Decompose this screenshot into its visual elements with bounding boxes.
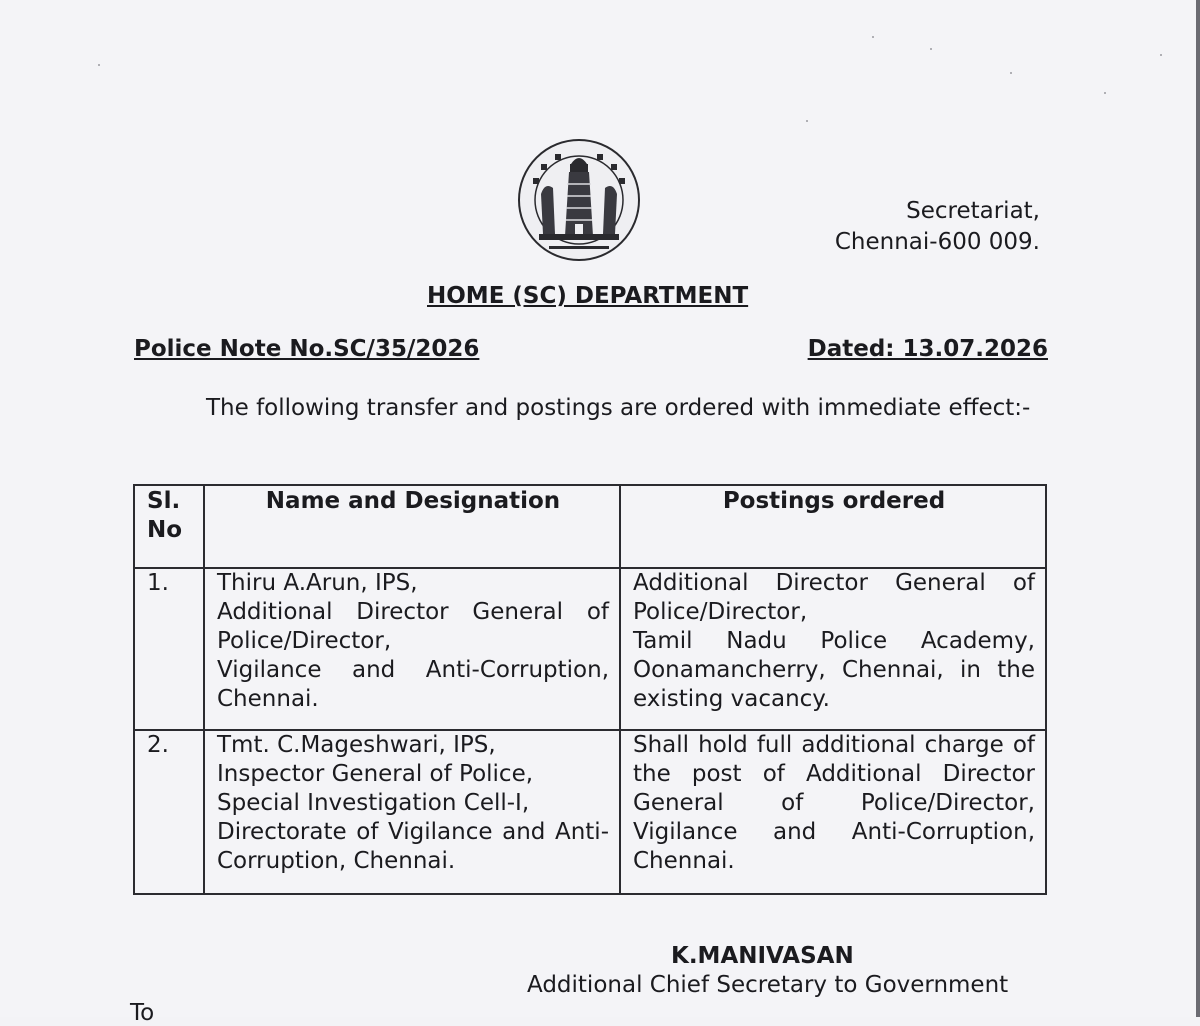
- scan-speck: [1104, 92, 1106, 94]
- scan-speck: [930, 48, 932, 50]
- note-date: Dated: 13.07.2026: [807, 336, 1048, 362]
- officer-details: [204, 730, 620, 894]
- row-number: 2.: [134, 730, 204, 894]
- office-name: Secretariat,: [906, 198, 1040, 224]
- row-number: 1.: [134, 568, 204, 730]
- scan-speck: [806, 120, 808, 122]
- officer-name: Tmt. C.Mageshwari, IPS,: [217, 732, 496, 758]
- to-label: To: [130, 1000, 155, 1026]
- intro-paragraph: The following transfer and postings are ordered with immediate effect:-: [206, 395, 1031, 421]
- table-row: [134, 568, 1046, 730]
- officer-name: Thiru A.Arun, IPS,: [217, 570, 418, 596]
- posting-post: Additional Director General of Police/Director,: [633, 570, 1035, 625]
- signatory-name: K.MANIVASAN: [671, 943, 854, 969]
- officer-designation-unit: Directorate of Vigilance and Anti-Corruption, Chennai.: [217, 819, 609, 874]
- officer-designation: Inspector General of Police,: [217, 761, 534, 787]
- scan-edge: [1196, 0, 1200, 1017]
- postings-table: [133, 484, 1047, 895]
- posting-details: [620, 568, 1046, 730]
- officer-designation-cell: Special Investigation Cell-I,: [217, 790, 530, 816]
- scan-speck: [1010, 72, 1012, 74]
- table-header-row: [134, 485, 1046, 568]
- header-name-designation: Name and Designation: [204, 485, 620, 568]
- officer-details: [204, 568, 620, 730]
- table-row: [134, 730, 1046, 894]
- officer-designation: Additional Director General of Police/Director,: [217, 599, 609, 654]
- scan-speck: [872, 36, 874, 38]
- department-title: HOME (SC) DEPARTMENT: [427, 283, 749, 309]
- posting-place: Tamil Nadu Police Academy, Oonamancherry, Chennai, in the existing vacancy.: [633, 628, 1035, 712]
- posting-details: [620, 730, 1046, 894]
- scan-speck: [1160, 54, 1162, 56]
- police-note-number: Police Note No.SC/35/2026: [134, 336, 480, 362]
- scan-speck: [98, 64, 100, 66]
- header-sl-no: Sl. No: [134, 485, 204, 568]
- signatory-designation: Additional Chief Secretary to Government: [527, 972, 1009, 998]
- posting-post: Shall hold full additional charge of the post of Additional Director General of Police/Director, Vigilance and Anti-Corruption, Chennai.: [633, 732, 1035, 874]
- officer-designation-unit: Vigilance and Anti-Corruption, Chennai.: [217, 657, 609, 712]
- office-city-pin: Chennai-600 009.: [834, 229, 1040, 255]
- header-postings-ordered: Postings ordered: [620, 485, 1046, 568]
- tamil-nadu-emblem-icon: [515, 138, 643, 262]
